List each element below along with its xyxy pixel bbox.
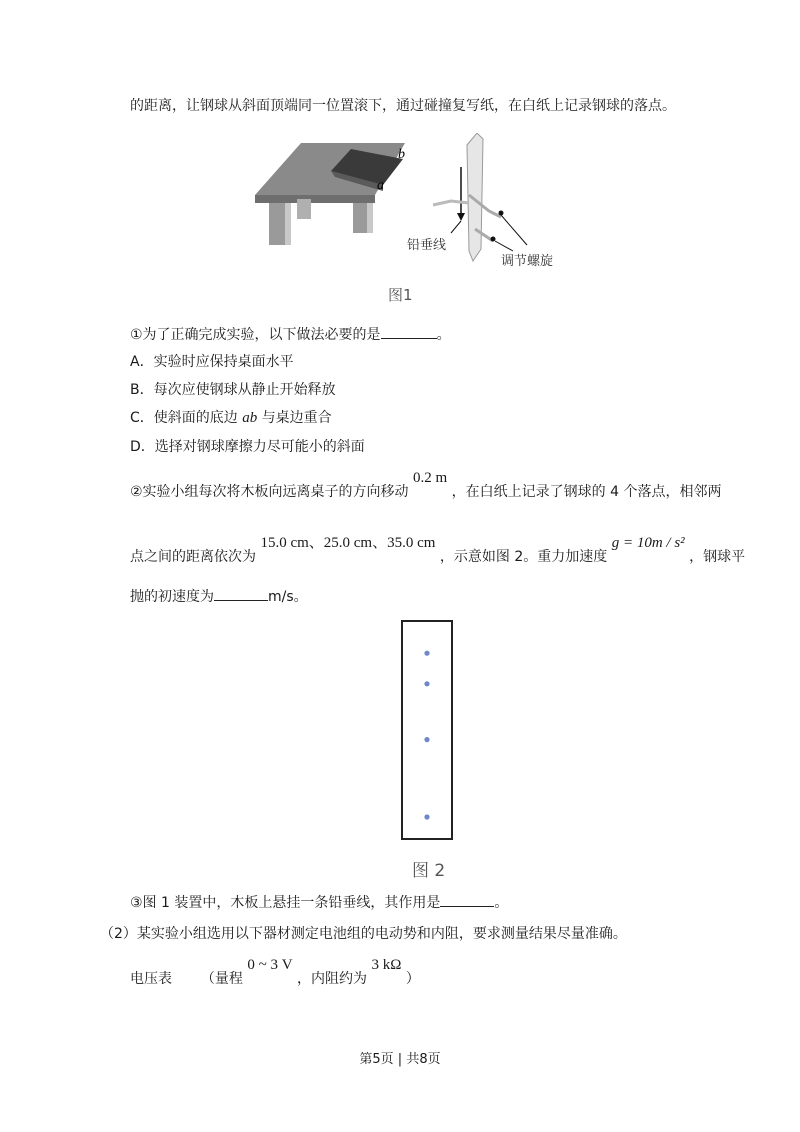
figure-2-caption: 图 2 <box>412 861 446 881</box>
gravity-value: g = 10m / s² <box>611 535 685 551</box>
label-a: a <box>377 178 384 193</box>
intro-text: 的距离，让钢球从斜面顶端同一位置滚下，通过碰撞复写纸，在白纸上记录钢球的落点。 <box>130 98 676 114</box>
table-leg-side <box>367 203 373 233</box>
q1-option-d: D．选择对钢球摩擦力尽可能小的斜面 <box>130 439 365 455</box>
answer-blank <box>440 892 494 907</box>
answer-blank <box>381 324 437 339</box>
q2-line-1: ②实验小组每次将木板向远离桌子的方向移动 0.2 m ，在白纸上记录了钢球的 4 个落点，相邻两 <box>130 470 722 500</box>
adjust-screw <box>491 237 496 242</box>
voltmeter-line: 电压表 （量程 0 ~ 3 V ，内阻约为 3 kΩ ） <box>130 957 420 987</box>
table-leg-back <box>297 199 311 219</box>
q2-line-2: 点之间的距离依次为 15.0 cm、25.0 cm、35.0 cm ，示意如图 2。重力加速度 g = 10m / s² ，钢球平 <box>130 535 746 565</box>
table-leg-side <box>285 203 291 245</box>
q1-option-c: C．使斜面的底边 ab 与桌边重合 <box>130 410 332 426</box>
q1-option-b: B．每次应使钢球从静止开始释放 <box>130 382 336 398</box>
voltmeter-resistance: 3 kΩ <box>371 957 402 973</box>
landing-point-4 <box>424 814 429 819</box>
voltmeter-range: 0 ~ 3 V <box>247 957 293 973</box>
page-footer: 第5页 | 共8页 <box>359 1052 441 1067</box>
label-b: b <box>398 147 405 162</box>
point-distances: 15.0 cm、25.0 cm、35.0 cm <box>260 535 436 551</box>
figure-1 <box>255 133 585 278</box>
answer-blank <box>214 586 268 601</box>
landing-point-1 <box>424 651 429 656</box>
landing-point-2 <box>424 681 429 686</box>
figure-2 <box>400 619 454 841</box>
landing-point-3 <box>424 737 429 742</box>
adjust-screw <box>499 211 504 216</box>
move-distance: 0.2 m <box>413 470 448 486</box>
table-edge <box>255 195 375 203</box>
label-plumb-line: 铅垂线 <box>407 238 447 253</box>
figure-1-caption: 图1 <box>388 286 413 304</box>
table-leg <box>353 203 367 233</box>
table-leg <box>269 203 285 245</box>
q2-line-3: 抛的初速度为 m/s。 <box>130 586 308 607</box>
label-adjust-screw: 调节螺旋 <box>501 254 554 269</box>
q1-stem: ①为了正确完成实验，以下做法必要的是 。 <box>130 324 451 345</box>
plumb-bob <box>457 213 465 221</box>
part2-text: （2）某实验小组选用以下器材测定电池组的电动势和内阻，要求测量结果尽量准确。 <box>100 926 627 942</box>
q3-text: ③图 1 装置中，木板上悬挂一条铅垂线，其作用是 。 <box>130 892 508 913</box>
q1-option-a: A．实验时应保持桌面水平 <box>130 354 294 370</box>
